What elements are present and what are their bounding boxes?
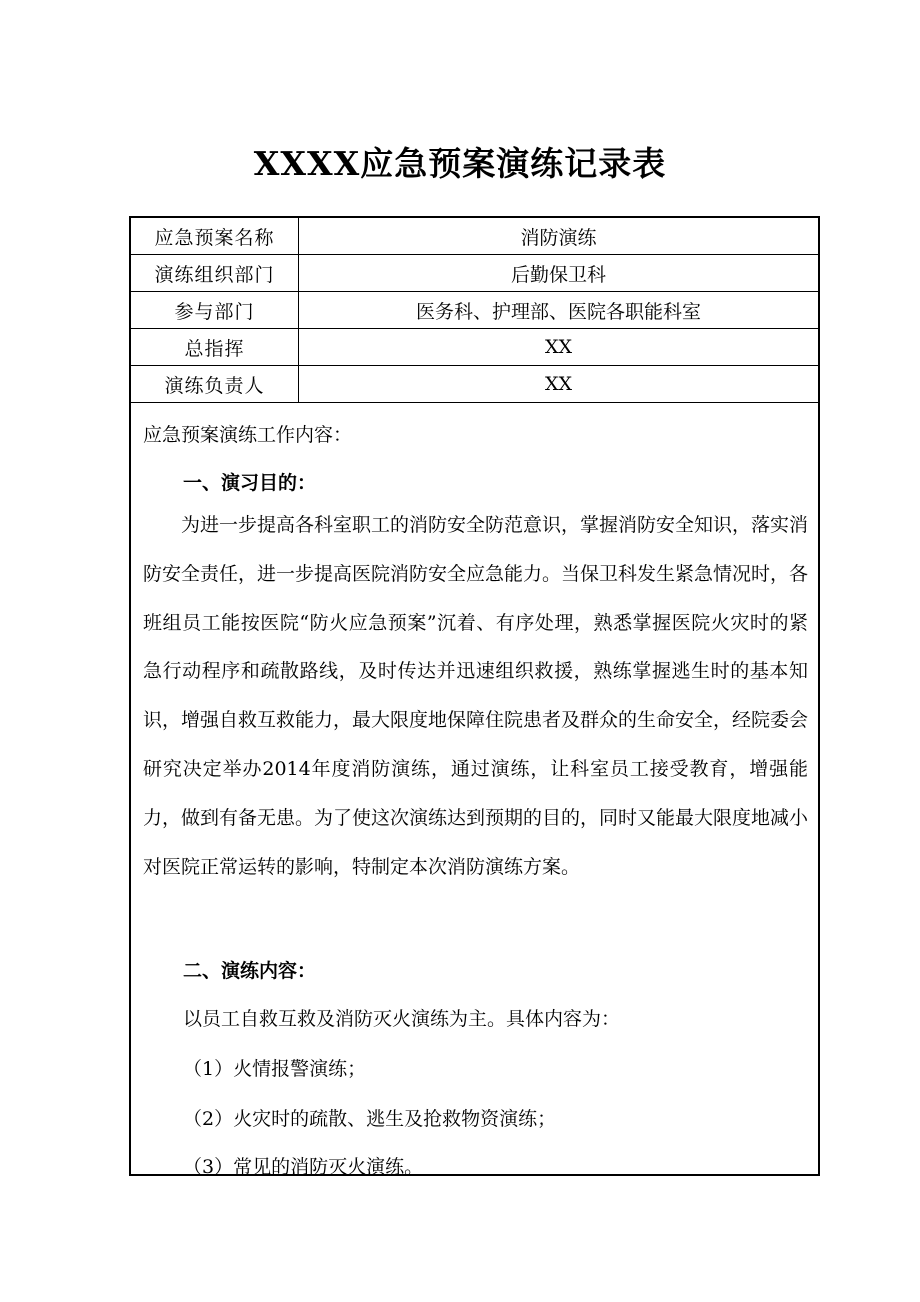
table-row — [131, 255, 818, 292]
list-item: （1）火情报警演练； — [183, 1058, 367, 1080]
page-title: XXXX应急预案演练记录表 — [253, 144, 667, 183]
label-plan-name: 应急预案名称 — [131, 218, 299, 255]
value-organizer: 后勤保卫科 — [299, 255, 819, 292]
value-participants: 医务科、护理部、医院各职能科室 — [299, 292, 819, 329]
table-row — [131, 329, 818, 366]
table-row — [131, 366, 818, 403]
list-item: （2）火灾时的疏散、逃生及抢救物资演练； — [183, 1108, 557, 1130]
label-commander: 总指挥 — [131, 329, 299, 366]
value-responsible: XX — [299, 366, 819, 403]
info-table — [131, 218, 818, 403]
section-heading-content: 二、演练内容： — [183, 960, 317, 982]
record-form — [129, 216, 820, 1176]
label-responsible: 演练负责人 — [131, 366, 299, 403]
section-heading-purpose: 一、演习目的： — [183, 472, 317, 494]
label-organizer: 演练组织部门 — [131, 255, 299, 292]
label-participants: 参与部门 — [131, 292, 299, 329]
purpose-paragraph: 为进一步提高各科室职工的消防安全防范意识，掌握消防安全知识，落实消防安全责任，进一步提高医院消防安全应急能力。当保卫科发生紧急情况时，各班组员工能按医院“防火应急预案”沉着、有序处理，熟悉掌握医院火灾时的紧急行动程序和疏散路线，及时传达并迅速组织救援，熟练掌握逃生时的基本知识，增强自救互救能力，最大限度地保障住院患者及群众的生命安全，经院委会研究决定举办2014年度消防演练，通过演练，让科室员工接受教育，增强能力，做到有备无患。为了使这次演练达到预期的目的，同时又能最大限度地减小对医院正常运转的影响，特制定本次消防演练方案。 — [143, 514, 809, 878]
content-intro: 应急预案演练工作内容： — [143, 424, 353, 446]
value-plan-name: 消防演练 — [299, 218, 819, 255]
content-paragraph: 以员工自救互救及消防灭火演练为主。具体内容为： — [183, 1008, 621, 1030]
value-commander: XX — [299, 329, 819, 366]
table-row — [131, 218, 818, 255]
list-item: （3）常见的消防灭火演练。 — [183, 1156, 424, 1178]
table-row — [131, 292, 818, 329]
